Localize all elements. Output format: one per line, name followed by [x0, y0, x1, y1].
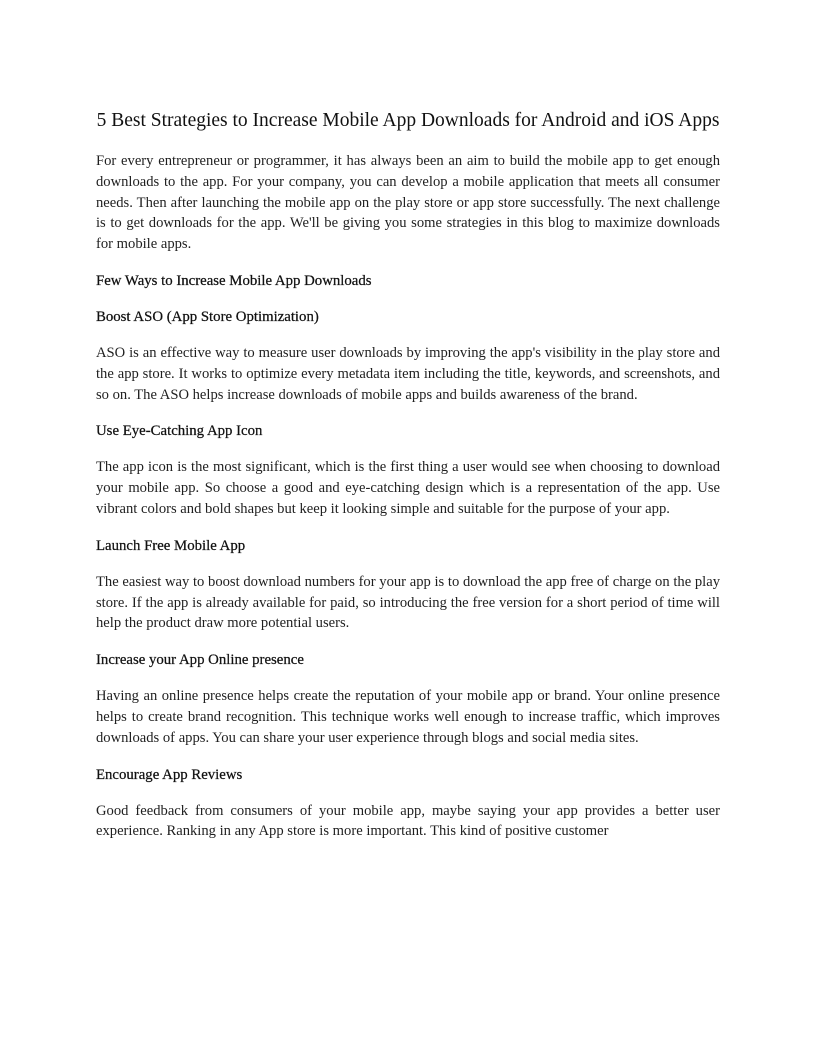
section-heading-free-app: Launch Free Mobile App [96, 537, 246, 554]
section-heading-app-reviews: Encourage App Reviews [96, 766, 243, 783]
section-heading-aso: Boost ASO (App Store Optimization) [96, 308, 319, 325]
section-body-online-presence: Having an online presence helps create the reputation of your mobile app or brand. Your online presence helps to create brand recognition. This technique works well enough to increase traffic, which improves downloads of apps. You can share your user experience through blogs and social media sites. [96, 688, 720, 746]
section-body-free-app: The easiest way to boost download numbers for your app is to download the app free of charge on the play store. If the app is already available for paid, so introducing the free version for a short period of time will help the product draw more potential users. [96, 573, 720, 632]
document-title: 5 Best Strategies to Increase Mobile App Downloads for Android and iOS Apps [96, 110, 720, 131]
section-body-app-icon: The app icon is the most significant, which is the first thing a user would see when choosing to download your mobile app. So choose a good and eye-catching design which is a representation of the app. Use vibrant colors and bold shapes but keep it looking simple and suitable for the purpose of your app. [96, 459, 720, 517]
overview-heading: Few Ways to Increase Mobile App Downloads [96, 272, 372, 289]
section-heading-app-icon: Use Eye-Catching App Icon [96, 423, 263, 440]
section-body-aso: ASO is an effective way to measure user downloads by improving the app's visibility in the play store and the app store. It works to optimize every metadata item including the title, keywords, and screenshots, and so on. The ASO helps increase downloads of mobile apps and builds awareness of the brand. [96, 344, 720, 403]
section-heading-online-presence: Increase your App Online presence [96, 652, 304, 669]
document-page [96, 108, 720, 858]
intro-paragraph: For every entrepreneur or programmer, it has always been an aim to build the mobile app to get enough downloads to the app. For your company, you can develop a mobile application that meets all consumer needs. Then after launching the mobile app on the play store or app store successfully. The next challenge is to get downloads for the app. We'll be giving you some strategies in this blog to maximize downloads for mobile apps. [96, 153, 720, 253]
section-body-app-reviews: Good feedback from consumers of your mobile app, maybe saying your app provides a better user experience. Ranking in any App store is more important. This kind of positive customer [96, 802, 720, 840]
